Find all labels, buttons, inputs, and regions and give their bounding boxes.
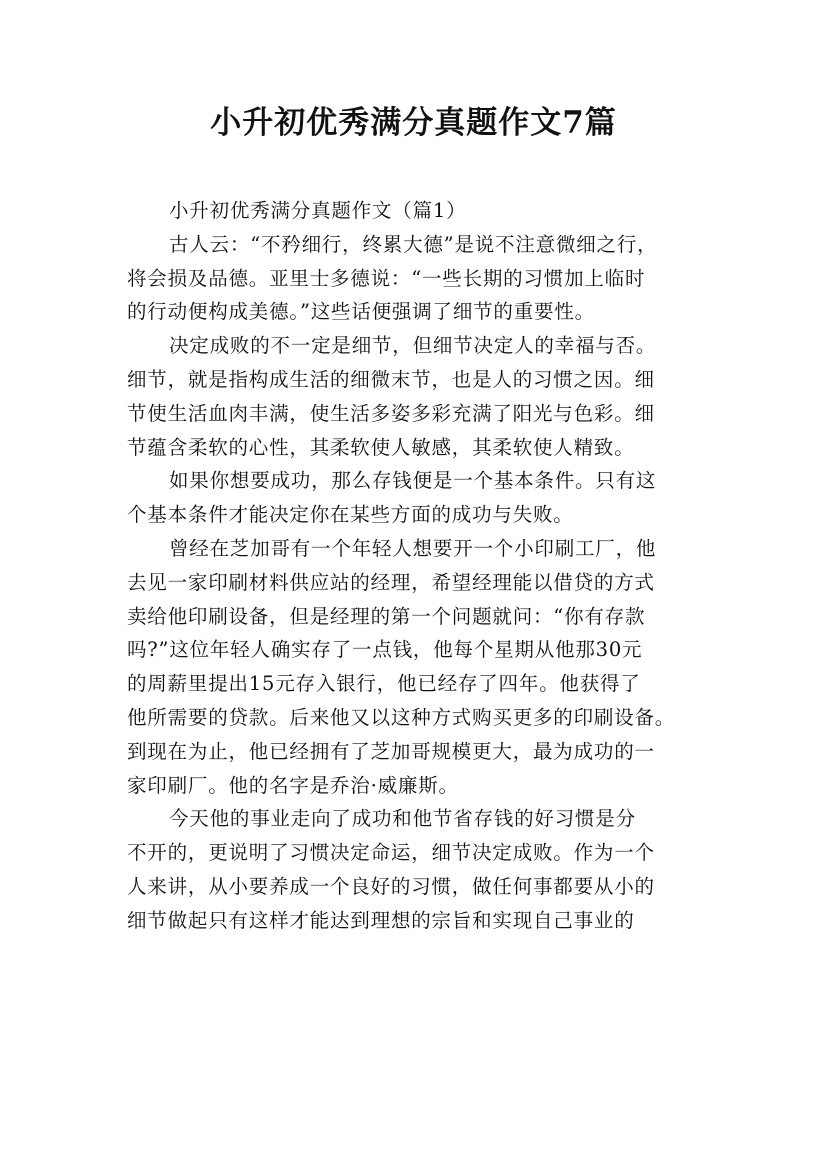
text-line: 将会损及品德。亚里士多德说：“一些长期的习惯加上临时 — [127, 266, 646, 290]
text-line: 家印刷厂。他的名字是乔治·威廉斯。 — [127, 773, 459, 797]
text-line: 的周薪里提出15元存入银行，他已经存了四年。他获得了 — [127, 672, 641, 696]
document-title: 小升初优秀满分真题作文7篇 — [210, 105, 617, 141]
text-line: 节使生活血肉丰满，使生活多姿多彩充满了阳光与色彩。细 — [127, 401, 655, 425]
text-line: 到现在为止，他已经拥有了芝加哥规模更大，最为成功的一 — [127, 739, 655, 763]
text-line: 曾经在芝加哥有一个年轻人想要开一个小印刷工厂，他 — [169, 536, 657, 560]
text-line: 吗?”这位年轻人确实存了一点钱，他每个星期从他那30元 — [127, 638, 643, 662]
text-line: 卖给他印刷设备，但是经理的第一个问题就问：“你有存款 — [127, 604, 646, 628]
text-line: 个基本条件才能决定你在某些方面的成功与失败。 — [127, 503, 574, 527]
text-line: 决定成败的不一定是细节，但细节决定人的幸福与否。 — [169, 334, 657, 358]
text-line: 不开的，更说明了习惯决定命运，细节决定成败。作为一个 — [127, 841, 655, 865]
text-line: 人来讲，从小要养成一个良好的习惯，做任何事都要从小的 — [127, 874, 655, 898]
text-line: 细节做起只有这样才能达到理想的宗旨和实现自己事业的 — [127, 908, 635, 932]
text-line: 如果你想要成功，那么存钱便是一个基本条件。只有这 — [169, 469, 657, 493]
text-line: 节蕴含柔软的心性，其柔软使人敏感，其柔软使人精致。 — [127, 435, 635, 459]
text-line: 古人云：“不矜细行，终累大德”是说不注意微细之行， — [169, 232, 658, 256]
document-body — [127, 194, 717, 938]
text-line: 他所需要的贷款。后来他又以这种方式购买更多的印刷设备。 — [127, 705, 676, 729]
text-line: 的行动便构成美德。”这些话便强调了细节的重要性。 — [127, 300, 595, 324]
text-line: 今天他的事业走向了成功和他节省存钱的好习惯是分 — [169, 807, 636, 831]
text-line: 细节，就是指构成生活的细微末节，也是人的习惯之因。细 — [127, 367, 655, 391]
text-line: 去见一家印刷材料供应站的经理，希望经理能以借贷的方式 — [127, 570, 655, 594]
section-heading: 小升初优秀满分真题作文（篇1） — [169, 199, 467, 222]
